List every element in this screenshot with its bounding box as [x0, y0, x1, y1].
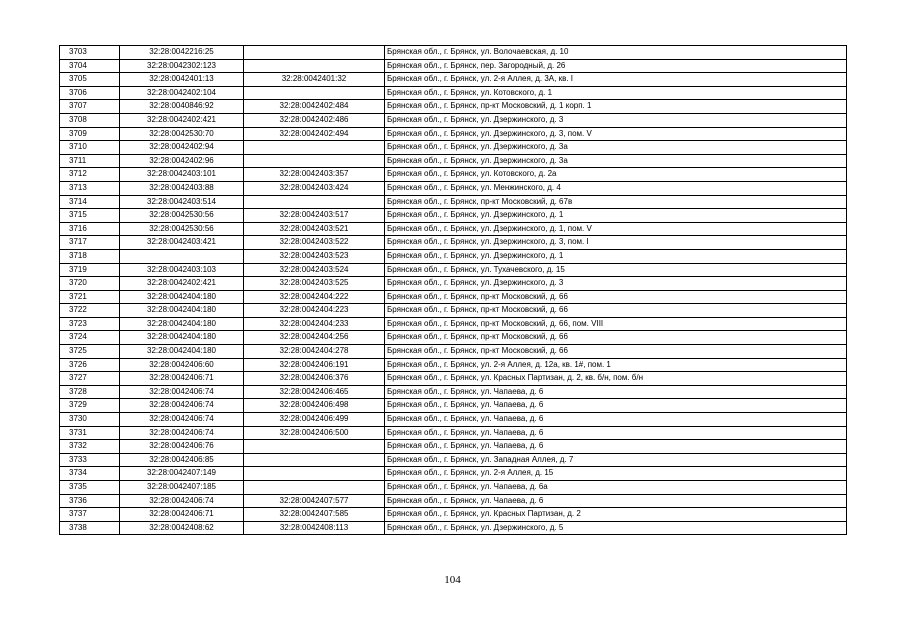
table-row [60, 345, 847, 359]
table-row [60, 127, 847, 141]
related-cadastral-number-cell: 32:28:0042406:376 [244, 372, 385, 386]
cadastral-number-cell: 32:28:0042402:421 [120, 277, 244, 291]
cadastral-number-cell: 32:28:0042403:88 [120, 181, 244, 195]
cadastral-number-cell: 32:28:0042406:85 [120, 453, 244, 467]
cadastral-number-cell: 32:28:0042406:74 [120, 494, 244, 508]
cadastral-number-cell: 32:28:0042406:76 [120, 440, 244, 454]
table-row [60, 100, 847, 114]
related-cadastral-number-cell [244, 59, 385, 73]
address-cell: Брянская обл., г. Брянск, ул. Чапаева, д. 6а [385, 481, 847, 495]
row-number-cell: 3725 [60, 345, 120, 359]
related-cadastral-number-cell [244, 440, 385, 454]
row-number-cell: 3728 [60, 385, 120, 399]
table-row [60, 494, 847, 508]
related-cadastral-number-cell: 32:28:0042403:357 [244, 168, 385, 182]
related-cadastral-number-cell: 32:28:0042403:424 [244, 181, 385, 195]
row-number-cell: 3709 [60, 127, 120, 141]
cadastral-number-cell: 32:28:0042401:13 [120, 73, 244, 87]
registry-table [59, 45, 847, 535]
table-row [60, 59, 847, 73]
table-row [60, 399, 847, 413]
row-number-cell: 3723 [60, 317, 120, 331]
row-number-cell: 3738 [60, 521, 120, 535]
table-row [60, 222, 847, 236]
address-cell: Брянская обл., г. Брянск, ул. Западная Аллея, д. 7 [385, 453, 847, 467]
table-row [60, 249, 847, 263]
table-row [60, 372, 847, 386]
cadastral-number-cell: 32:28:0042407:149 [120, 467, 244, 481]
row-number-cell: 3722 [60, 304, 120, 318]
related-cadastral-number-cell [244, 141, 385, 155]
address-cell: Брянская обл., г. Брянск, ул. Дзержинского, д. 3 [385, 277, 847, 291]
related-cadastral-number-cell: 32:28:0042404:223 [244, 304, 385, 318]
table-row [60, 195, 847, 209]
row-number-cell: 3705 [60, 73, 120, 87]
table-row [60, 317, 847, 331]
row-number-cell: 3730 [60, 413, 120, 427]
row-number-cell: 3727 [60, 372, 120, 386]
row-number-cell: 3715 [60, 209, 120, 223]
address-cell: Брянская обл., г. Брянск, пр-кт Московский, д. 67в [385, 195, 847, 209]
address-cell: Брянская обл., г. Брянск, ул. 2-я Аллея, д. 15 [385, 467, 847, 481]
row-number-cell: 3717 [60, 236, 120, 250]
row-number-cell: 3724 [60, 331, 120, 345]
related-cadastral-number-cell [244, 195, 385, 209]
related-cadastral-number-cell: 32:28:0042406:465 [244, 385, 385, 399]
cadastral-number-cell: 32:28:0042406:74 [120, 426, 244, 440]
related-cadastral-number-cell [244, 86, 385, 100]
related-cadastral-number-cell: 32:28:0042406:498 [244, 399, 385, 413]
cadastral-number-cell: 32:28:0042406:71 [120, 372, 244, 386]
row-number-cell: 3711 [60, 154, 120, 168]
row-number-cell: 3733 [60, 453, 120, 467]
address-cell: Брянская обл., г. Брянск, ул. Дзержинского, д. 3а [385, 154, 847, 168]
address-cell: Брянская обл., г. Брянск, ул. Чапаева, д. 6 [385, 399, 847, 413]
cadastral-number-cell: 32:28:0042402:104 [120, 86, 244, 100]
cadastral-number-cell: 32:28:0042406:60 [120, 358, 244, 372]
address-cell: Брянская обл., г. Брянск, ул. Чапаева, д. 6 [385, 440, 847, 454]
table-row [60, 168, 847, 182]
related-cadastral-number-cell: 32:28:0042404:256 [244, 331, 385, 345]
table-row [60, 209, 847, 223]
related-cadastral-number-cell: 32:28:0042404:222 [244, 290, 385, 304]
cadastral-number-cell [120, 249, 244, 263]
related-cadastral-number-cell: 32:28:0042402:484 [244, 100, 385, 114]
table-row [60, 508, 847, 522]
row-number-cell: 3716 [60, 222, 120, 236]
cadastral-number-cell: 32:28:0042402:421 [120, 113, 244, 127]
page-number: 104 [444, 574, 461, 586]
cadastral-number-cell: 32:28:0042404:180 [120, 331, 244, 345]
related-cadastral-number-cell: 32:28:0042408:113 [244, 521, 385, 535]
address-cell: Брянская обл., г. Брянск, пр-кт Московский, д. 66 [385, 290, 847, 304]
table-row [60, 426, 847, 440]
cadastral-number-cell: 32:28:0042530:56 [120, 222, 244, 236]
row-number-cell: 3731 [60, 426, 120, 440]
related-cadastral-number-cell: 32:28:0042406:499 [244, 413, 385, 427]
table-row [60, 73, 847, 87]
row-number-cell: 3720 [60, 277, 120, 291]
related-cadastral-number-cell: 32:28:0042404:278 [244, 345, 385, 359]
row-number-cell: 3719 [60, 263, 120, 277]
table-row [60, 453, 847, 467]
address-cell: Брянская обл., г. Брянск, ул. Дзержинского, д. 5 [385, 521, 847, 535]
row-number-cell: 3708 [60, 113, 120, 127]
table-body [60, 46, 847, 535]
cadastral-number-cell: 32:28:0042403:101 [120, 168, 244, 182]
row-number-cell: 3714 [60, 195, 120, 209]
row-number-cell: 3736 [60, 494, 120, 508]
address-cell: Брянская обл., г. Брянск, ул. Красных Партизан, д. 2, кв. б/н, пом. б/н [385, 372, 847, 386]
address-cell: Брянская обл., г. Брянск, ул. Дзержинского, д. 1, пом. V [385, 222, 847, 236]
address-cell: Брянская обл., г. Брянск, пр-кт Московский, д. 66 [385, 331, 847, 345]
row-number-cell: 3734 [60, 467, 120, 481]
address-cell: Брянская обл., г. Брянск, пр-кт Московский, д. 66, пом. VIII [385, 317, 847, 331]
cadastral-number-cell: 32:28:0042530:56 [120, 209, 244, 223]
table-row [60, 154, 847, 168]
address-cell: Брянская обл., г. Брянск, ул. Котовского, д. 2а [385, 168, 847, 182]
related-cadastral-number-cell: 32:28:0042402:486 [244, 113, 385, 127]
address-cell: Брянская обл., г. Брянск, ул. Дзержинского, д. 1 [385, 209, 847, 223]
row-number-cell: 3729 [60, 399, 120, 413]
related-cadastral-number-cell: 32:28:0042406:191 [244, 358, 385, 372]
address-cell: Брянская обл., г. Брянск, ул. Тухачевского, д. 15 [385, 263, 847, 277]
cadastral-number-cell: 32:28:0042402:94 [120, 141, 244, 155]
cadastral-number-cell: 32:28:0042403:514 [120, 195, 244, 209]
address-cell: Брянская обл., г. Брянск, пер. Загородный, д. 26 [385, 59, 847, 73]
cadastral-number-cell: 32:28:0042402:96 [120, 154, 244, 168]
address-cell: Брянская обл., г. Брянск, ул. Волочаевская, д. 10 [385, 46, 847, 60]
table-row [60, 46, 847, 60]
table-row [60, 331, 847, 345]
cadastral-number-cell: 32:28:0042406:71 [120, 508, 244, 522]
address-cell: Брянская обл., г. Брянск, пр-кт Московский, д. 1 корп. 1 [385, 100, 847, 114]
address-cell: Брянская обл., г. Брянск, пр-кт Московский, д. 66 [385, 345, 847, 359]
address-cell: Брянская обл., г. Брянск, ул. Чапаева, д. 6 [385, 385, 847, 399]
address-cell: Брянская обл., г. Брянск, ул. Дзержинского, д. 3, пом. V [385, 127, 847, 141]
related-cadastral-number-cell [244, 46, 385, 60]
cadastral-number-cell: 32:28:0042404:180 [120, 290, 244, 304]
address-cell: Брянская обл., г. Брянск, ул. Дзержинского, д. 3, пом. I [385, 236, 847, 250]
related-cadastral-number-cell: 32:28:0042401:32 [244, 73, 385, 87]
row-number-cell: 3710 [60, 141, 120, 155]
table-row [60, 141, 847, 155]
address-cell: Брянская обл., г. Брянск, ул. 2-я Аллея, д. 12а, кв. 1#, пом. 1 [385, 358, 847, 372]
related-cadastral-number-cell: 32:28:0042407:585 [244, 508, 385, 522]
table-row [60, 521, 847, 535]
address-cell: Брянская обл., г. Брянск, ул. Чапаева, д. 6 [385, 494, 847, 508]
cadastral-number-cell: 32:28:0042406:74 [120, 413, 244, 427]
cadastral-number-cell: 32:28:0042216:25 [120, 46, 244, 60]
address-cell: Брянская обл., г. Брянск, ул. Котовского, д. 1 [385, 86, 847, 100]
row-number-cell: 3726 [60, 358, 120, 372]
address-cell: Брянская обл., г. Брянск, ул. 2-я Аллея, д. 3А, кв. I [385, 73, 847, 87]
address-cell: Брянская обл., г. Брянск, ул. Дзержинского, д. 3а [385, 141, 847, 155]
table-row [60, 113, 847, 127]
row-number-cell: 3735 [60, 481, 120, 495]
cadastral-number-cell: 32:28:0042530:70 [120, 127, 244, 141]
address-cell: Брянская обл., г. Брянск, ул. Красных Партизан, д. 2 [385, 508, 847, 522]
row-number-cell: 3732 [60, 440, 120, 454]
related-cadastral-number-cell: 32:28:0042403:525 [244, 277, 385, 291]
table-row [60, 481, 847, 495]
related-cadastral-number-cell: 32:28:0042403:524 [244, 263, 385, 277]
cadastral-number-cell: 32:28:0042403:421 [120, 236, 244, 250]
table-row [60, 290, 847, 304]
table-row [60, 413, 847, 427]
cadastral-number-cell: 32:28:0042403:103 [120, 263, 244, 277]
cadastral-number-cell: 32:28:0042407:185 [120, 481, 244, 495]
related-cadastral-number-cell: 32:28:0042406:500 [244, 426, 385, 440]
table-row [60, 263, 847, 277]
row-number-cell: 3721 [60, 290, 120, 304]
address-cell: Брянская обл., г. Брянск, ул. Чапаева, д. 6 [385, 426, 847, 440]
related-cadastral-number-cell: 32:28:0042404:233 [244, 317, 385, 331]
table-row [60, 236, 847, 250]
address-cell: Брянская обл., г. Брянск, ул. Дзержинского, д. 1 [385, 249, 847, 263]
table-row [60, 358, 847, 372]
related-cadastral-number-cell: 32:28:0042403:522 [244, 236, 385, 250]
related-cadastral-number-cell [244, 154, 385, 168]
related-cadastral-number-cell [244, 453, 385, 467]
cadastral-number-cell: 32:28:0042408:62 [120, 521, 244, 535]
cadastral-number-cell: 32:28:0040846:92 [120, 100, 244, 114]
table-row [60, 385, 847, 399]
related-cadastral-number-cell: 32:28:0042402:494 [244, 127, 385, 141]
cadastral-number-cell: 32:28:0042406:74 [120, 399, 244, 413]
table-row [60, 467, 847, 481]
row-number-cell: 3706 [60, 86, 120, 100]
table-row [60, 181, 847, 195]
row-number-cell: 3713 [60, 181, 120, 195]
cadastral-number-cell: 32:28:0042404:180 [120, 317, 244, 331]
related-cadastral-number-cell [244, 481, 385, 495]
address-cell: Брянская обл., г. Брянск, ул. Дзержинского, д. 3 [385, 113, 847, 127]
row-number-cell: 3737 [60, 508, 120, 522]
row-number-cell: 3703 [60, 46, 120, 60]
address-cell: Брянская обл., г. Брянск, ул. Менжинского, д. 4 [385, 181, 847, 195]
row-number-cell: 3707 [60, 100, 120, 114]
related-cadastral-number-cell: 32:28:0042403:521 [244, 222, 385, 236]
table-row [60, 304, 847, 318]
address-cell: Брянская обл., г. Брянск, ул. Чапаева, д. 6 [385, 413, 847, 427]
related-cadastral-number-cell: 32:28:0042403:517 [244, 209, 385, 223]
related-cadastral-number-cell [244, 467, 385, 481]
cadastral-number-cell: 32:28:0042404:180 [120, 304, 244, 318]
address-cell: Брянская обл., г. Брянск, пр-кт Московский, д. 66 [385, 304, 847, 318]
related-cadastral-number-cell: 32:28:0042403:523 [244, 249, 385, 263]
cadastral-number-cell: 32:28:0042302:123 [120, 59, 244, 73]
cadastral-number-cell: 32:28:0042406:74 [120, 385, 244, 399]
cadastral-number-cell: 32:28:0042404:180 [120, 345, 244, 359]
table-row [60, 277, 847, 291]
related-cadastral-number-cell: 32:28:0042407:577 [244, 494, 385, 508]
row-number-cell: 3712 [60, 168, 120, 182]
table-row [60, 86, 847, 100]
row-number-cell: 3718 [60, 249, 120, 263]
row-number-cell: 3704 [60, 59, 120, 73]
table-row [60, 440, 847, 454]
